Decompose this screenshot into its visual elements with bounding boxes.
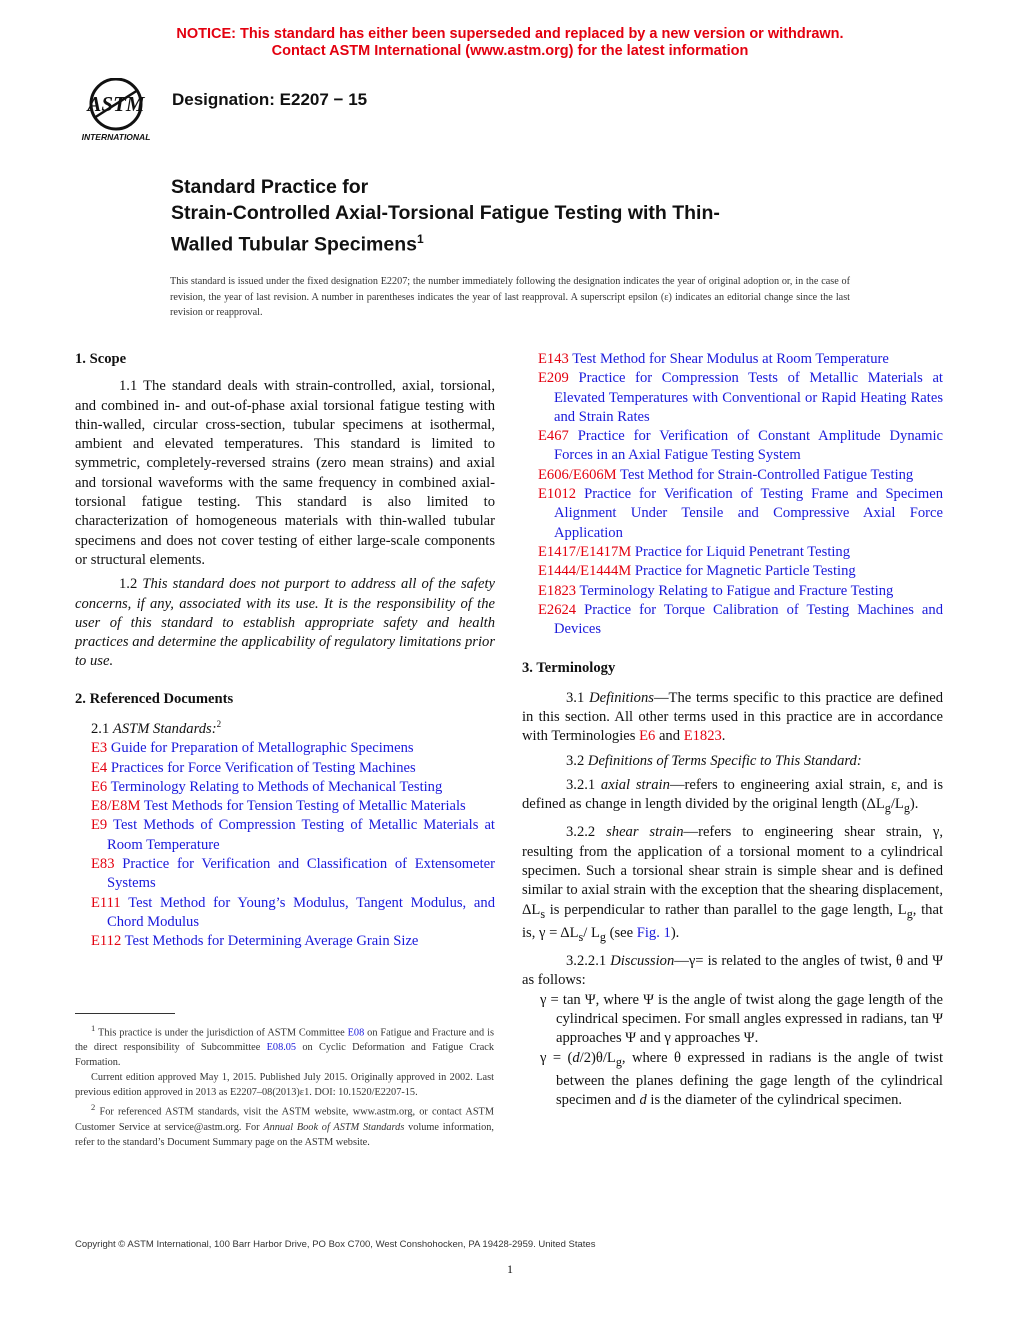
terminology-para-3-2-2: 3.2.2 shear strain—refers to engineering shear strain, γ, resulting from the application of a torsional moment to a cylindrical specimen. Such a torsional shear strain is simple shear and is defined similar to axial strain with the exception that the shearing displacement, $\Delta L_s$ is perpendicular to rather than parallel to the gage length, $L_g$, that is, $\gamma = \Delta L_s/$ $L_g$ (see Fig. 1). <box>522 824 944 944</box>
footnote-1-edition: Current edition approved May 1, 2015. Published July 2015. Originally approved in 2002. Last previous edition approved in 2013 as E2207–08(2013)ε1. DOI: 10.1520/E2207-15. <box>75 1072 494 1099</box>
scope-para-1-1: 1.1 The standard deals with strain-controlled, axial, torsional, and combined in- and out-of-phase axial torsional fatigue testing with thin-walled, circular cross-section, tubular specimens at isothermal, ambient and elevated temperatures. This standard is limited to symmetric, completely-reversed strains (zero mean strains) and axial and torsional waveforms with the same frequency in combined axial-torsional fatigue testing. This standard is also limited to characterization of homogeneous materials with thin-walled tubular specimens and does not cover testing of either large-scale components or structural elements. <box>75 378 495 568</box>
reference-item[interactable]: E9 Test Methods of Compression Testing of Metallic Materials at Room Temperature <box>91 817 495 853</box>
reference-item[interactable]: E111 Test Method for Young’s Modulus, Tangent Modulus, and Chord Modulus <box>91 894 495 930</box>
reference-item[interactable]: E2624 Practice for Torque Calibration of Testing Machines and Devices <box>538 601 943 638</box>
logo-subtext: INTERNATIONAL <box>81 132 151 142</box>
notice-line-2: Contact ASTM International (www.astm.org) for the latest information <box>271 43 749 59</box>
logo-text: ASTM <box>87 92 145 116</box>
notice-line-1: NOTICE: This standard has either been superseded and replaced by a new version or withdrawn. <box>176 26 844 42</box>
reference-item[interactable]: E1823 Terminology Relating to Fatigue and Fracture Testing <box>538 582 894 599</box>
reference-item[interactable]: E606/E606M Test Method for Strain-Controlled Fatigue Testing <box>538 466 914 483</box>
reference-item[interactable]: E3 Guide for Preparation of Metallographic Specimens <box>91 740 414 757</box>
intro-paragraph: This standard is issued under the fixed designation E2207; the number immediately following the designation indicates the year of original adoption or, in the case of revision, the year of last revision. A number in parentheses indicates the year of last reapproval. A superscript epsilon (ε) indicates an editorial change since the last revision or reapproval. <box>170 276 850 318</box>
page-number: 1 <box>507 1262 513 1276</box>
reference-item[interactable]: E112 Test Methods for Determining Average Grain Size <box>91 933 419 950</box>
right-column <box>522 350 943 1110</box>
terminology-para-3-2-2-1: 3.2.2.1 Discussion—γ= is related to the angles of twist, θ and Ψ as follows: <box>522 953 943 989</box>
footnote-1: $^1$ This practice is under the jurisdiction of ASTM Committee E08 on Fatigue and Fracture and is the direct responsibility of Subcommittee E08.05 on Cyclic Deformation and Fatigue Crack Formation. <box>75 1023 494 1069</box>
link-fig-1[interactable]: Fig. 1 <box>636 924 671 941</box>
equation-1: γ = tan Ψ, where Ψ is the angle of twist along the gage length of the cylindrical specimen. For small angles expressed in radians, tan Ψ approaches Ψ and γ approaches Ψ. <box>540 991 943 1047</box>
document-title <box>171 174 861 258</box>
reference-item[interactable]: E209 Practice for Compression Tests of Metallic Materials at Elevated Temperatures with Conventional or Rapid Heating Rates and Strain Rates <box>538 370 943 425</box>
referenced-list-right <box>522 350 943 639</box>
reference-item[interactable]: E1012 Practice for Verification of Testing Frame and Specimen Alignment Under Tensile and Compressive Axial Force Application <box>538 486 943 541</box>
terminology-para-3-2: 3.2 Definitions of Terms Specific to This Standard: <box>566 752 862 769</box>
footnotes <box>75 1021 494 1150</box>
reference-item[interactable]: E1417/E1417M Practice for Liquid Penetrant Testing <box>538 543 851 560</box>
title-line-3: Walled Tubular Specimens <box>171 233 417 256</box>
astm-logo-icon <box>74 78 158 144</box>
reference-item[interactable]: E467 Practice for Verification of Constant Amplitude Dynamic Forces in an Axial Fatigue Testing System <box>538 428 943 464</box>
reference-item[interactable]: E83 Practice for Verification and Classification of Extensometer Systems <box>91 855 495 892</box>
footnote-2: $^2$ For referenced ASTM standards, visit the ASTM website, www.astm.org, or contact ASTM Customer Service at service@astm.org. For Annual Book of ASTM Standards volume information, refer to the standard’s Document Summary page on the ASTM website. <box>75 1102 494 1148</box>
link-e1823[interactable]: E1823 <box>683 728 722 745</box>
scope-para-1-2: 1.2 This standard does not purport to address all of the safety concerns, if any, associated with its use. It is the responsibility of the user of this standard to establish appropriate safety and health practices and determine the applicability of regulatory limitations prior to use. <box>75 576 495 670</box>
title-line-2: Strain-Controlled Axial-Torsional Fatigue Testing with Thin- <box>171 202 720 224</box>
title-line-1: Standard Practice for <box>171 176 369 198</box>
link-e6[interactable]: E6 <box>639 728 656 745</box>
equation-2: $\gamma = (d/2)\theta/L_g$, where θ expressed in radians is the angle of twist between the planes defining the gage length of the cylindrical specimen and d is the diameter of the cylindrical specimen. <box>540 1049 943 1109</box>
left-column <box>75 350 495 951</box>
terminology-heading: 3. Terminology <box>522 660 616 677</box>
reference-item[interactable]: E8/E8M Test Methods for Tension Testing of Metallic Materials <box>91 798 466 815</box>
copyright-line: Copyright © ASTM International, 100 Barr Harbor Drive, PO Box C700, West Conshohocken, PA 19428-2959. United States <box>75 1239 596 1250</box>
reference-item[interactable]: E1444/E1444M Practice for Magnetic Particle Testing <box>538 563 856 580</box>
referenced-heading: 2. Referenced Documents <box>75 690 234 707</box>
reference-item[interactable]: E4 Practices for Force Verification of Testing Machines <box>91 759 416 776</box>
scope-heading: 1. Scope <box>75 351 127 367</box>
footnote-divider <box>75 1013 175 1014</box>
terminology-para-3-2-1: 3.2.1 axial strain—refers to engineering axial strain, ε, and is defined as change in length divided by the original length $(\Delta L_g/L_g)$. <box>522 776 943 816</box>
terminology-para-3-1: 3.1 Definitions—The terms specific to this practice are defined in this section. All other terms used in this practice are in accordance with Terminologies E6 and E1823. <box>522 689 943 745</box>
designation: Designation: E2207 − 15 <box>172 90 368 109</box>
reference-item[interactable]: E143 Test Method for Shear Modulus at Room Temperature <box>538 351 889 367</box>
link-e08[interactable]: E08 <box>347 1027 365 1039</box>
astm-standards-subheading: 2.1 ASTM Standards:$^2$ <box>91 719 222 737</box>
title-footnote-mark: 1 <box>416 232 424 246</box>
referenced-list-left <box>75 739 495 951</box>
link-e08-05[interactable]: E08.05 <box>266 1042 297 1054</box>
reference-item[interactable]: E6 Terminology Relating to Methods of Mechanical Testing <box>91 778 443 795</box>
withdrawal-notice <box>0 26 1020 60</box>
